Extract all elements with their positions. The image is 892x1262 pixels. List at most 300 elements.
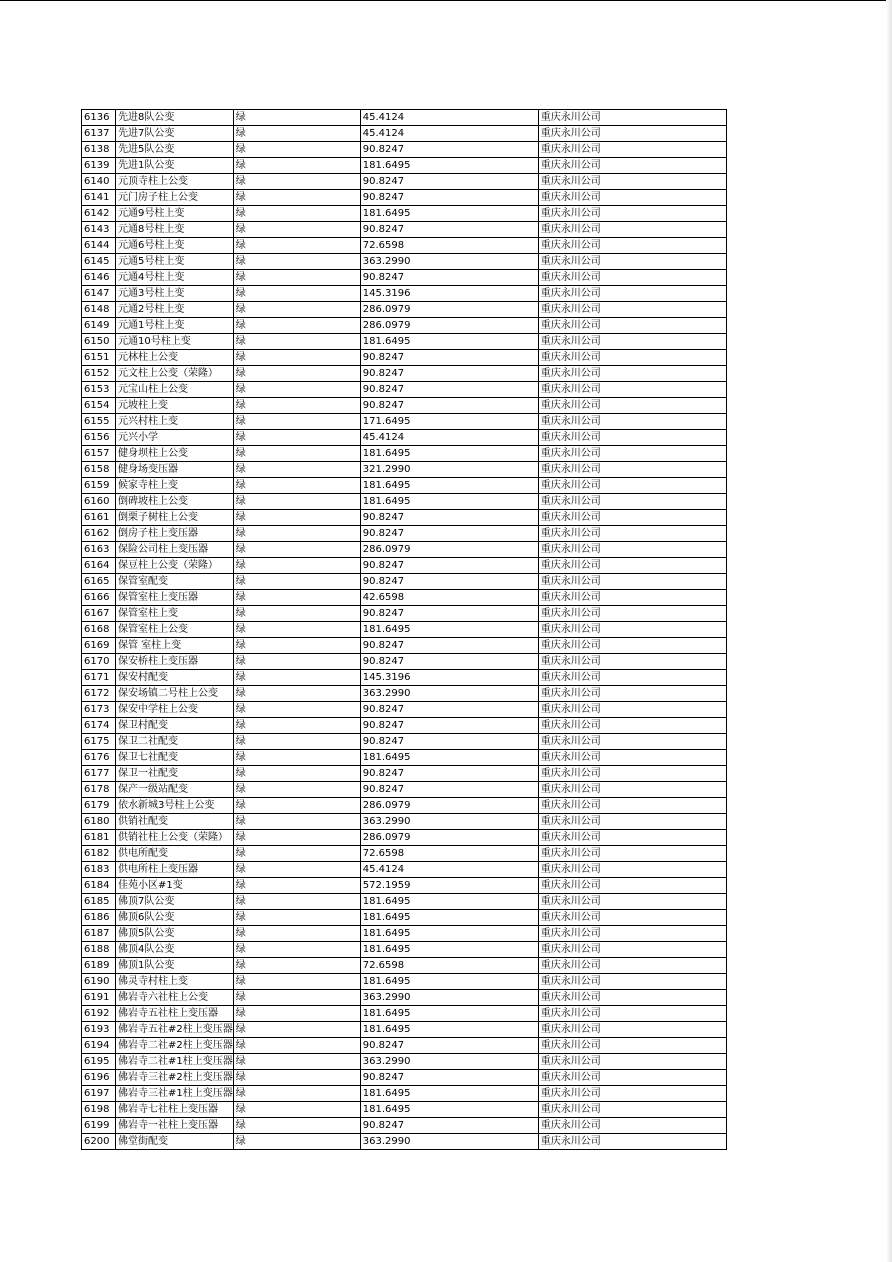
table-row — [82, 814, 727, 830]
table-row — [82, 622, 727, 638]
value-cell: 363.2990 — [360, 686, 538, 702]
company-cell: 重庆永川公司 — [538, 750, 726, 766]
name-cell: 元坡柱上变 — [116, 398, 234, 414]
status-cell: 绿 — [233, 654, 360, 670]
name-cell: 供销社配变 — [116, 814, 234, 830]
value-cell: 90.8247 — [360, 526, 538, 542]
value-cell: 181.6495 — [360, 910, 538, 926]
row-id-cell: 6151 — [82, 350, 116, 366]
status-cell: 绿 — [233, 286, 360, 302]
row-id-cell: 6167 — [82, 606, 116, 622]
value-cell: 363.2990 — [360, 990, 538, 1006]
status-cell: 绿 — [233, 1006, 360, 1022]
status-cell: 绿 — [233, 798, 360, 814]
table-body — [82, 110, 727, 1150]
company-cell: 重庆永川公司 — [538, 446, 726, 462]
table-row — [82, 510, 727, 526]
status-cell: 绿 — [233, 318, 360, 334]
name-cell: 佛岩寺三社#2柱上变压器 — [116, 1070, 234, 1086]
value-cell: 90.8247 — [360, 142, 538, 158]
name-cell: 元通10号柱上变 — [116, 334, 234, 350]
value-cell: 90.8247 — [360, 510, 538, 526]
table-row — [82, 654, 727, 670]
status-cell: 绿 — [233, 238, 360, 254]
company-cell: 重庆永川公司 — [538, 414, 726, 430]
status-cell: 绿 — [233, 958, 360, 974]
table-row — [82, 318, 727, 334]
row-id-cell: 6166 — [82, 590, 116, 606]
status-cell: 绿 — [233, 878, 360, 894]
company-cell: 重庆永川公司 — [538, 382, 726, 398]
company-cell: 重庆永川公司 — [538, 158, 726, 174]
row-id-cell: 6161 — [82, 510, 116, 526]
row-id-cell: 6153 — [82, 382, 116, 398]
name-cell: 佛岩寺二社#2柱上变压器 — [116, 1038, 234, 1054]
status-cell: 绿 — [233, 1118, 360, 1134]
name-cell: 保卫二社配变 — [116, 734, 234, 750]
name-cell: 供销社柱上公变（荣隆） — [116, 830, 234, 846]
name-cell: 佛岩寺三社#1柱上变压器 — [116, 1086, 234, 1102]
value-cell: 90.8247 — [360, 782, 538, 798]
value-cell: 90.8247 — [360, 606, 538, 622]
name-cell: 元通6号柱上变 — [116, 238, 234, 254]
table-row — [82, 526, 727, 542]
status-cell: 绿 — [233, 366, 360, 382]
company-cell: 重庆永川公司 — [538, 974, 726, 990]
status-cell: 绿 — [233, 830, 360, 846]
company-cell: 重庆永川公司 — [538, 606, 726, 622]
company-cell: 重庆永川公司 — [538, 702, 726, 718]
company-cell: 重庆永川公司 — [538, 1086, 726, 1102]
row-id-cell: 6189 — [82, 958, 116, 974]
row-id-cell: 6159 — [82, 478, 116, 494]
table-row — [82, 414, 727, 430]
row-id-cell: 6172 — [82, 686, 116, 702]
value-cell: 90.8247 — [360, 350, 538, 366]
company-cell: 重庆永川公司 — [538, 1054, 726, 1070]
value-cell: 42.6598 — [360, 590, 538, 606]
name-cell: 倒碑坡柱上公变 — [116, 494, 234, 510]
row-id-cell: 6171 — [82, 670, 116, 686]
table-row — [82, 1006, 727, 1022]
table-row — [82, 430, 727, 446]
company-cell: 重庆永川公司 — [538, 366, 726, 382]
row-id-cell: 6168 — [82, 622, 116, 638]
table-row — [82, 958, 727, 974]
status-cell: 绿 — [233, 302, 360, 318]
company-cell: 重庆永川公司 — [538, 1022, 726, 1038]
company-cell: 重庆永川公司 — [538, 846, 726, 862]
company-cell: 重庆永川公司 — [538, 318, 726, 334]
status-cell: 绿 — [233, 814, 360, 830]
row-id-cell: 6139 — [82, 158, 116, 174]
company-cell: 重庆永川公司 — [538, 766, 726, 782]
table-row — [82, 750, 727, 766]
value-cell: 286.0979 — [360, 542, 538, 558]
name-cell: 保管 室柱上变 — [116, 638, 234, 654]
row-id-cell: 6154 — [82, 398, 116, 414]
value-cell: 90.8247 — [360, 270, 538, 286]
name-cell: 佛岩寺五社#2柱上变压器 — [116, 1022, 234, 1038]
name-cell: 先进5队公变 — [116, 142, 234, 158]
value-cell: 181.6495 — [360, 1086, 538, 1102]
row-id-cell: 6145 — [82, 254, 116, 270]
name-cell: 佛顶5队公变 — [116, 926, 234, 942]
company-cell: 重庆永川公司 — [538, 638, 726, 654]
name-cell: 元通8号柱上变 — [116, 222, 234, 238]
status-cell: 绿 — [233, 110, 360, 126]
name-cell: 元兴小学 — [116, 430, 234, 446]
name-cell: 元宝山柱上公变 — [116, 382, 234, 398]
company-cell: 重庆永川公司 — [538, 1070, 726, 1086]
value-cell: 363.2990 — [360, 1134, 538, 1150]
table-row — [82, 1038, 727, 1054]
name-cell: 佳苑小区#1变 — [116, 878, 234, 894]
value-cell: 72.6598 — [360, 958, 538, 974]
value-cell: 363.2990 — [360, 814, 538, 830]
table-row — [82, 126, 727, 142]
row-id-cell: 6156 — [82, 430, 116, 446]
value-cell: 181.6495 — [360, 334, 538, 350]
status-cell: 绿 — [233, 1038, 360, 1054]
row-id-cell: 6144 — [82, 238, 116, 254]
name-cell: 佛顶1队公变 — [116, 958, 234, 974]
status-cell: 绿 — [233, 222, 360, 238]
row-id-cell: 6149 — [82, 318, 116, 334]
company-cell: 重庆永川公司 — [538, 494, 726, 510]
company-cell: 重庆永川公司 — [538, 302, 726, 318]
table-row — [82, 894, 727, 910]
company-cell: 重庆永川公司 — [538, 878, 726, 894]
row-id-cell: 6182 — [82, 846, 116, 862]
row-id-cell: 6158 — [82, 462, 116, 478]
status-cell: 绿 — [233, 926, 360, 942]
name-cell: 元通4号柱上变 — [116, 270, 234, 286]
company-cell: 重庆永川公司 — [538, 558, 726, 574]
table-row — [82, 718, 727, 734]
name-cell: 保管室配变 — [116, 574, 234, 590]
company-cell: 重庆永川公司 — [538, 174, 726, 190]
table-row — [82, 1134, 727, 1150]
company-cell: 重庆永川公司 — [538, 398, 726, 414]
value-cell: 286.0979 — [360, 318, 538, 334]
value-cell: 321.2990 — [360, 462, 538, 478]
name-cell: 保安桥柱上变压器 — [116, 654, 234, 670]
table-row — [82, 590, 727, 606]
status-cell: 绿 — [233, 350, 360, 366]
row-id-cell: 6193 — [82, 1022, 116, 1038]
company-cell: 重庆永川公司 — [538, 830, 726, 846]
table-row — [82, 846, 727, 862]
company-cell: 重庆永川公司 — [538, 190, 726, 206]
row-id-cell: 6147 — [82, 286, 116, 302]
value-cell: 145.3196 — [360, 286, 538, 302]
row-id-cell: 6169 — [82, 638, 116, 654]
row-id-cell: 6192 — [82, 1006, 116, 1022]
name-cell: 元林柱上公变 — [116, 350, 234, 366]
table-row — [82, 446, 727, 462]
company-cell: 重庆永川公司 — [538, 430, 726, 446]
row-id-cell: 6173 — [82, 702, 116, 718]
table-row — [82, 302, 727, 318]
name-cell: 保卫村配变 — [116, 718, 234, 734]
company-cell: 重庆永川公司 — [538, 270, 726, 286]
company-cell: 重庆永川公司 — [538, 222, 726, 238]
status-cell: 绿 — [233, 190, 360, 206]
row-id-cell: 6191 — [82, 990, 116, 1006]
status-cell: 绿 — [233, 590, 360, 606]
row-id-cell: 6178 — [82, 782, 116, 798]
company-cell: 重庆永川公司 — [538, 670, 726, 686]
name-cell: 保管室柱上变压器 — [116, 590, 234, 606]
table-row — [82, 174, 727, 190]
row-id-cell: 6194 — [82, 1038, 116, 1054]
table-row — [82, 926, 727, 942]
value-cell: 45.4124 — [360, 430, 538, 446]
company-cell: 重庆永川公司 — [538, 1102, 726, 1118]
table-row — [82, 462, 727, 478]
value-cell: 90.8247 — [360, 174, 538, 190]
row-id-cell: 6165 — [82, 574, 116, 590]
name-cell: 元兴村柱上变 — [116, 414, 234, 430]
status-cell: 绿 — [233, 446, 360, 462]
row-id-cell: 6175 — [82, 734, 116, 750]
value-cell: 181.6495 — [360, 206, 538, 222]
row-id-cell: 6174 — [82, 718, 116, 734]
name-cell: 候家寺柱上变 — [116, 478, 234, 494]
status-cell: 绿 — [233, 1086, 360, 1102]
company-cell: 重庆永川公司 — [538, 718, 726, 734]
status-cell: 绿 — [233, 686, 360, 702]
row-id-cell: 6185 — [82, 894, 116, 910]
status-cell: 绿 — [233, 846, 360, 862]
table-row — [82, 1022, 727, 1038]
row-id-cell: 6198 — [82, 1102, 116, 1118]
table-row — [82, 734, 727, 750]
table-row — [82, 334, 727, 350]
table-row — [82, 638, 727, 654]
row-id-cell: 6190 — [82, 974, 116, 990]
status-cell: 绿 — [233, 974, 360, 990]
table-row — [82, 366, 727, 382]
status-cell: 绿 — [233, 622, 360, 638]
name-cell: 供电所配变 — [116, 846, 234, 862]
company-cell: 重庆永川公司 — [538, 798, 726, 814]
row-id-cell: 6184 — [82, 878, 116, 894]
status-cell: 绿 — [233, 894, 360, 910]
company-cell: 重庆永川公司 — [538, 910, 726, 926]
value-cell: 363.2990 — [360, 254, 538, 270]
name-cell: 保安中学柱上公变 — [116, 702, 234, 718]
company-cell: 重庆永川公司 — [538, 942, 726, 958]
row-id-cell: 6160 — [82, 494, 116, 510]
table-row — [82, 1054, 727, 1070]
status-cell: 绿 — [233, 862, 360, 878]
status-cell: 绿 — [233, 606, 360, 622]
row-id-cell: 6138 — [82, 142, 116, 158]
row-id-cell: 6146 — [82, 270, 116, 286]
value-cell: 181.6495 — [360, 1006, 538, 1022]
value-cell: 181.6495 — [360, 494, 538, 510]
row-id-cell: 6180 — [82, 814, 116, 830]
value-cell: 90.8247 — [360, 1070, 538, 1086]
company-cell: 重庆永川公司 — [538, 926, 726, 942]
table-row — [82, 766, 727, 782]
name-cell: 元通1号柱上变 — [116, 318, 234, 334]
value-cell: 572.1959 — [360, 878, 538, 894]
value-cell: 181.6495 — [360, 750, 538, 766]
company-cell: 重庆永川公司 — [538, 462, 726, 478]
company-cell: 重庆永川公司 — [538, 126, 726, 142]
name-cell: 保安场镇二号柱上公变 — [116, 686, 234, 702]
table-row — [82, 382, 727, 398]
value-cell: 286.0979 — [360, 302, 538, 318]
row-id-cell: 6136 — [82, 110, 116, 126]
value-cell: 90.8247 — [360, 718, 538, 734]
name-cell: 佛岩寺七社柱上变压器 — [116, 1102, 234, 1118]
value-cell: 286.0979 — [360, 798, 538, 814]
value-cell: 363.2990 — [360, 1054, 538, 1070]
status-cell: 绿 — [233, 510, 360, 526]
name-cell: 保卫一社配变 — [116, 766, 234, 782]
company-cell: 重庆永川公司 — [538, 334, 726, 350]
row-id-cell: 6155 — [82, 414, 116, 430]
value-cell: 90.8247 — [360, 190, 538, 206]
value-cell: 90.8247 — [360, 1118, 538, 1134]
table-row — [82, 878, 727, 894]
name-cell: 依水新城3号柱上公变 — [116, 798, 234, 814]
status-cell: 绿 — [233, 430, 360, 446]
company-cell: 重庆永川公司 — [538, 654, 726, 670]
status-cell: 绿 — [233, 542, 360, 558]
name-cell: 元通2号柱上变 — [116, 302, 234, 318]
row-id-cell: 6186 — [82, 910, 116, 926]
table-row — [82, 558, 727, 574]
table-row — [82, 398, 727, 414]
table-row — [82, 478, 727, 494]
company-cell: 重庆永川公司 — [538, 1038, 726, 1054]
name-cell: 倒房子柱上变压器 — [116, 526, 234, 542]
company-cell: 重庆永川公司 — [538, 142, 726, 158]
value-cell: 90.8247 — [360, 766, 538, 782]
value-cell: 286.0979 — [360, 830, 538, 846]
table-row — [82, 158, 727, 174]
company-cell: 重庆永川公司 — [538, 894, 726, 910]
value-cell: 45.4124 — [360, 126, 538, 142]
status-cell: 绿 — [233, 702, 360, 718]
name-cell: 保产一级站配变 — [116, 782, 234, 798]
name-cell: 佛顶6队公变 — [116, 910, 234, 926]
name-cell: 元文柱上公变（荣隆） — [116, 366, 234, 382]
name-cell: 先进7队公变 — [116, 126, 234, 142]
status-cell: 绿 — [233, 126, 360, 142]
table-row — [82, 990, 727, 1006]
status-cell: 绿 — [233, 398, 360, 414]
status-cell: 绿 — [233, 494, 360, 510]
row-id-cell: 6152 — [82, 366, 116, 382]
value-cell: 90.8247 — [360, 382, 538, 398]
value-cell: 90.8247 — [360, 654, 538, 670]
table-row — [82, 286, 727, 302]
value-cell: 72.6598 — [360, 846, 538, 862]
name-cell: 先进1队公变 — [116, 158, 234, 174]
company-cell: 重庆永川公司 — [538, 686, 726, 702]
value-cell: 181.6495 — [360, 1102, 538, 1118]
row-id-cell: 6150 — [82, 334, 116, 350]
row-id-cell: 6157 — [82, 446, 116, 462]
name-cell: 保险公司柱上变压器 — [116, 542, 234, 558]
status-cell: 绿 — [233, 574, 360, 590]
value-cell: 181.6495 — [360, 446, 538, 462]
company-cell: 重庆永川公司 — [538, 526, 726, 542]
status-cell: 绿 — [233, 910, 360, 926]
row-id-cell: 6142 — [82, 206, 116, 222]
name-cell: 供电所柱上变压器 — [116, 862, 234, 878]
table-row — [82, 702, 727, 718]
company-cell: 重庆永川公司 — [538, 862, 726, 878]
value-cell: 171.6495 — [360, 414, 538, 430]
row-id-cell: 6179 — [82, 798, 116, 814]
status-cell: 绿 — [233, 766, 360, 782]
name-cell: 佛岩寺六社柱上公变 — [116, 990, 234, 1006]
company-cell: 重庆永川公司 — [538, 1134, 726, 1150]
name-cell: 佛堂街配变 — [116, 1134, 234, 1150]
table-row — [82, 686, 727, 702]
status-cell: 绿 — [233, 462, 360, 478]
table-row — [82, 862, 727, 878]
name-cell: 佛岩寺一社柱上变压器 — [116, 1118, 234, 1134]
status-cell: 绿 — [233, 990, 360, 1006]
value-cell: 145.3196 — [360, 670, 538, 686]
company-cell: 重庆永川公司 — [538, 206, 726, 222]
status-cell: 绿 — [233, 382, 360, 398]
status-cell: 绿 — [233, 670, 360, 686]
status-cell: 绿 — [233, 1070, 360, 1086]
value-cell: 90.8247 — [360, 558, 538, 574]
value-cell: 90.8247 — [360, 222, 538, 238]
company-cell: 重庆永川公司 — [538, 782, 726, 798]
table-row — [82, 270, 727, 286]
table-row — [82, 782, 727, 798]
table-row — [82, 206, 727, 222]
status-cell: 绿 — [233, 254, 360, 270]
value-cell: 90.8247 — [360, 366, 538, 382]
value-cell: 181.6495 — [360, 158, 538, 174]
table-row — [82, 606, 727, 622]
company-cell: 重庆永川公司 — [538, 622, 726, 638]
company-cell: 重庆永川公司 — [538, 574, 726, 590]
row-id-cell: 6177 — [82, 766, 116, 782]
name-cell: 佛顶7队公变 — [116, 894, 234, 910]
company-cell: 重庆永川公司 — [538, 1006, 726, 1022]
row-id-cell: 6164 — [82, 558, 116, 574]
status-cell: 绿 — [233, 174, 360, 190]
table-row — [82, 110, 727, 126]
value-cell: 90.8247 — [360, 702, 538, 718]
company-cell: 重庆永川公司 — [538, 478, 726, 494]
name-cell: 倒栗子树柱上公变 — [116, 510, 234, 526]
status-cell: 绿 — [233, 270, 360, 286]
company-cell: 重庆永川公司 — [538, 734, 726, 750]
value-cell: 45.4124 — [360, 110, 538, 126]
name-cell: 佛岩寺二社#1柱上变压器 — [116, 1054, 234, 1070]
status-cell: 绿 — [233, 334, 360, 350]
name-cell: 元顶寺柱上公变 — [116, 174, 234, 190]
value-cell: 90.8247 — [360, 398, 538, 414]
value-cell: 181.6495 — [360, 1022, 538, 1038]
status-cell: 绿 — [233, 558, 360, 574]
value-cell: 181.6495 — [360, 926, 538, 942]
